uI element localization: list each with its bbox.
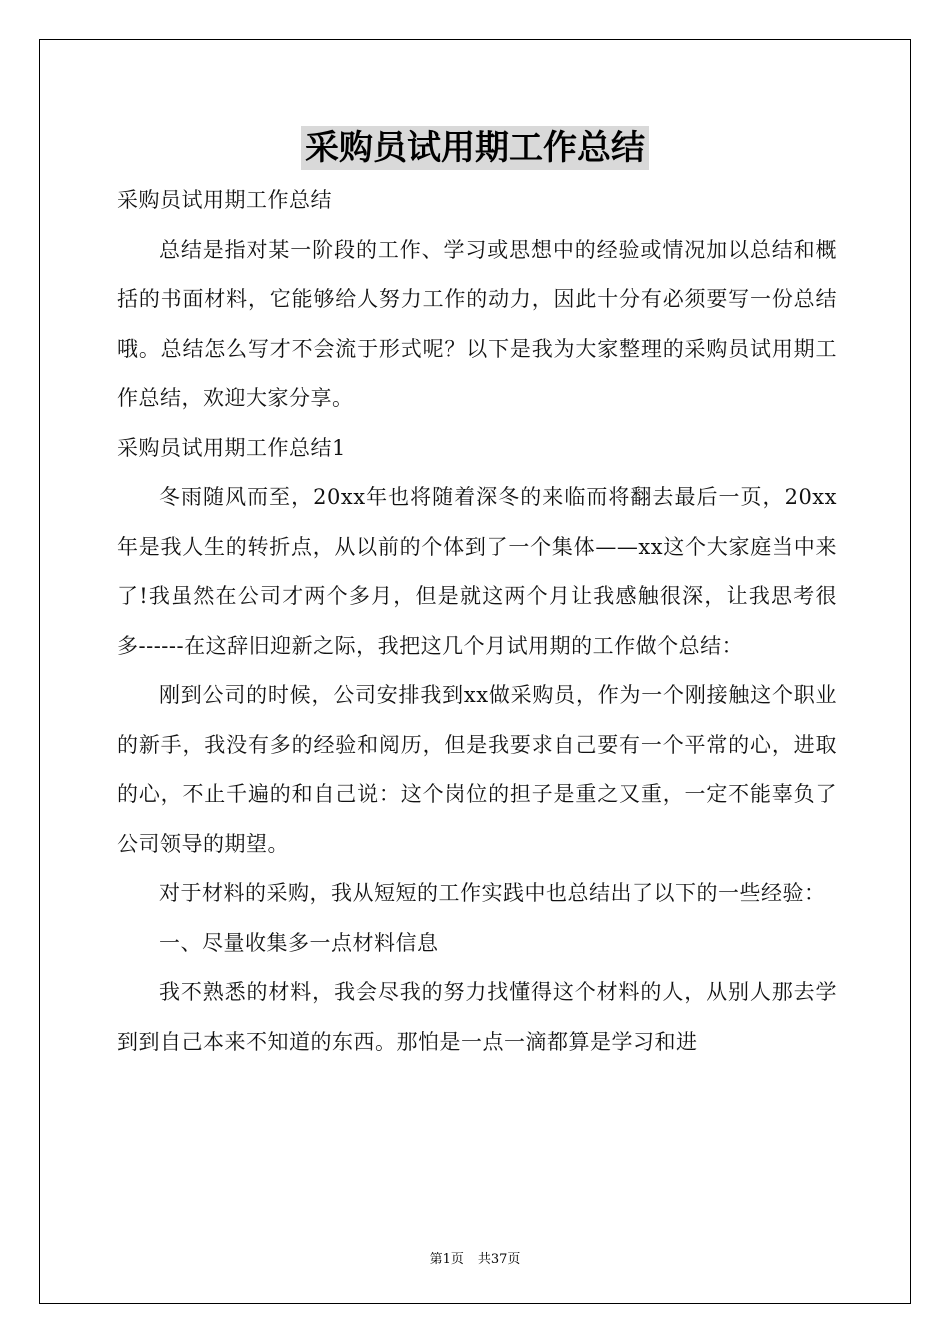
paragraph-0: 采购员试用期工作总结	[117, 188, 332, 212]
paragraph-1: 总结是指对某一阶段的工作、学习或思想中的经验或情况加以总结和概括的书面材料，它能够给人努力工作的动力，因此十分有必须要写一份总结哦。总结怎么写才不会流于形式呢？以下是我为大家整理的采购员试用期工作总结，欢迎大家分享。	[117, 237, 837, 410]
document-body	[117, 176, 837, 1067]
paragraph-5: 对于材料的采购，我从短短的工作实践中也总结出了以下的一些经验：	[159, 881, 826, 905]
paragraph-6: 一、尽量收集多一点材料信息	[159, 930, 439, 955]
page-footer	[0, 1248, 950, 1267]
paragraph-3: 冬雨随风而至，20xx年也将随着深冬的来临而将翻去最后一页，20xx年是我人生的转折点，从以前的个体到了一个集体——xx这个大家庭当中来了!我虽然在公司才两个多月，但是就这两个月让我感触很深，让我思考很多------在这辞旧迎新之际，我把这几个月试用期的工作做个总结：	[117, 485, 837, 658]
page-number: 第1页	[429, 1252, 464, 1267]
paragraph-7: 我不熟悉的材料，我会尽我的努力找懂得这个材料的人，从别人那去学到到自己本来不知道的东西。那怕是一点一滴都算是学习和进	[117, 980, 837, 1054]
paragraph-2: 采购员试用期工作总结1	[117, 435, 346, 460]
paragraph-4: 刚到公司的时候，公司安排我到xx做采购员，作为一个刚接触这个职业的新手，我没有多的经验和阅历，但是我要求自己要有一个平常的心，进取的心，不止千遍的和自己说：这个岗位的担子是重之又重，一定不能辜负了公司领导的期望。	[117, 683, 837, 856]
document-title: 采购员试用期工作总结	[301, 126, 649, 170]
page-total: 共37页	[477, 1252, 521, 1267]
title-container	[0, 126, 950, 170]
